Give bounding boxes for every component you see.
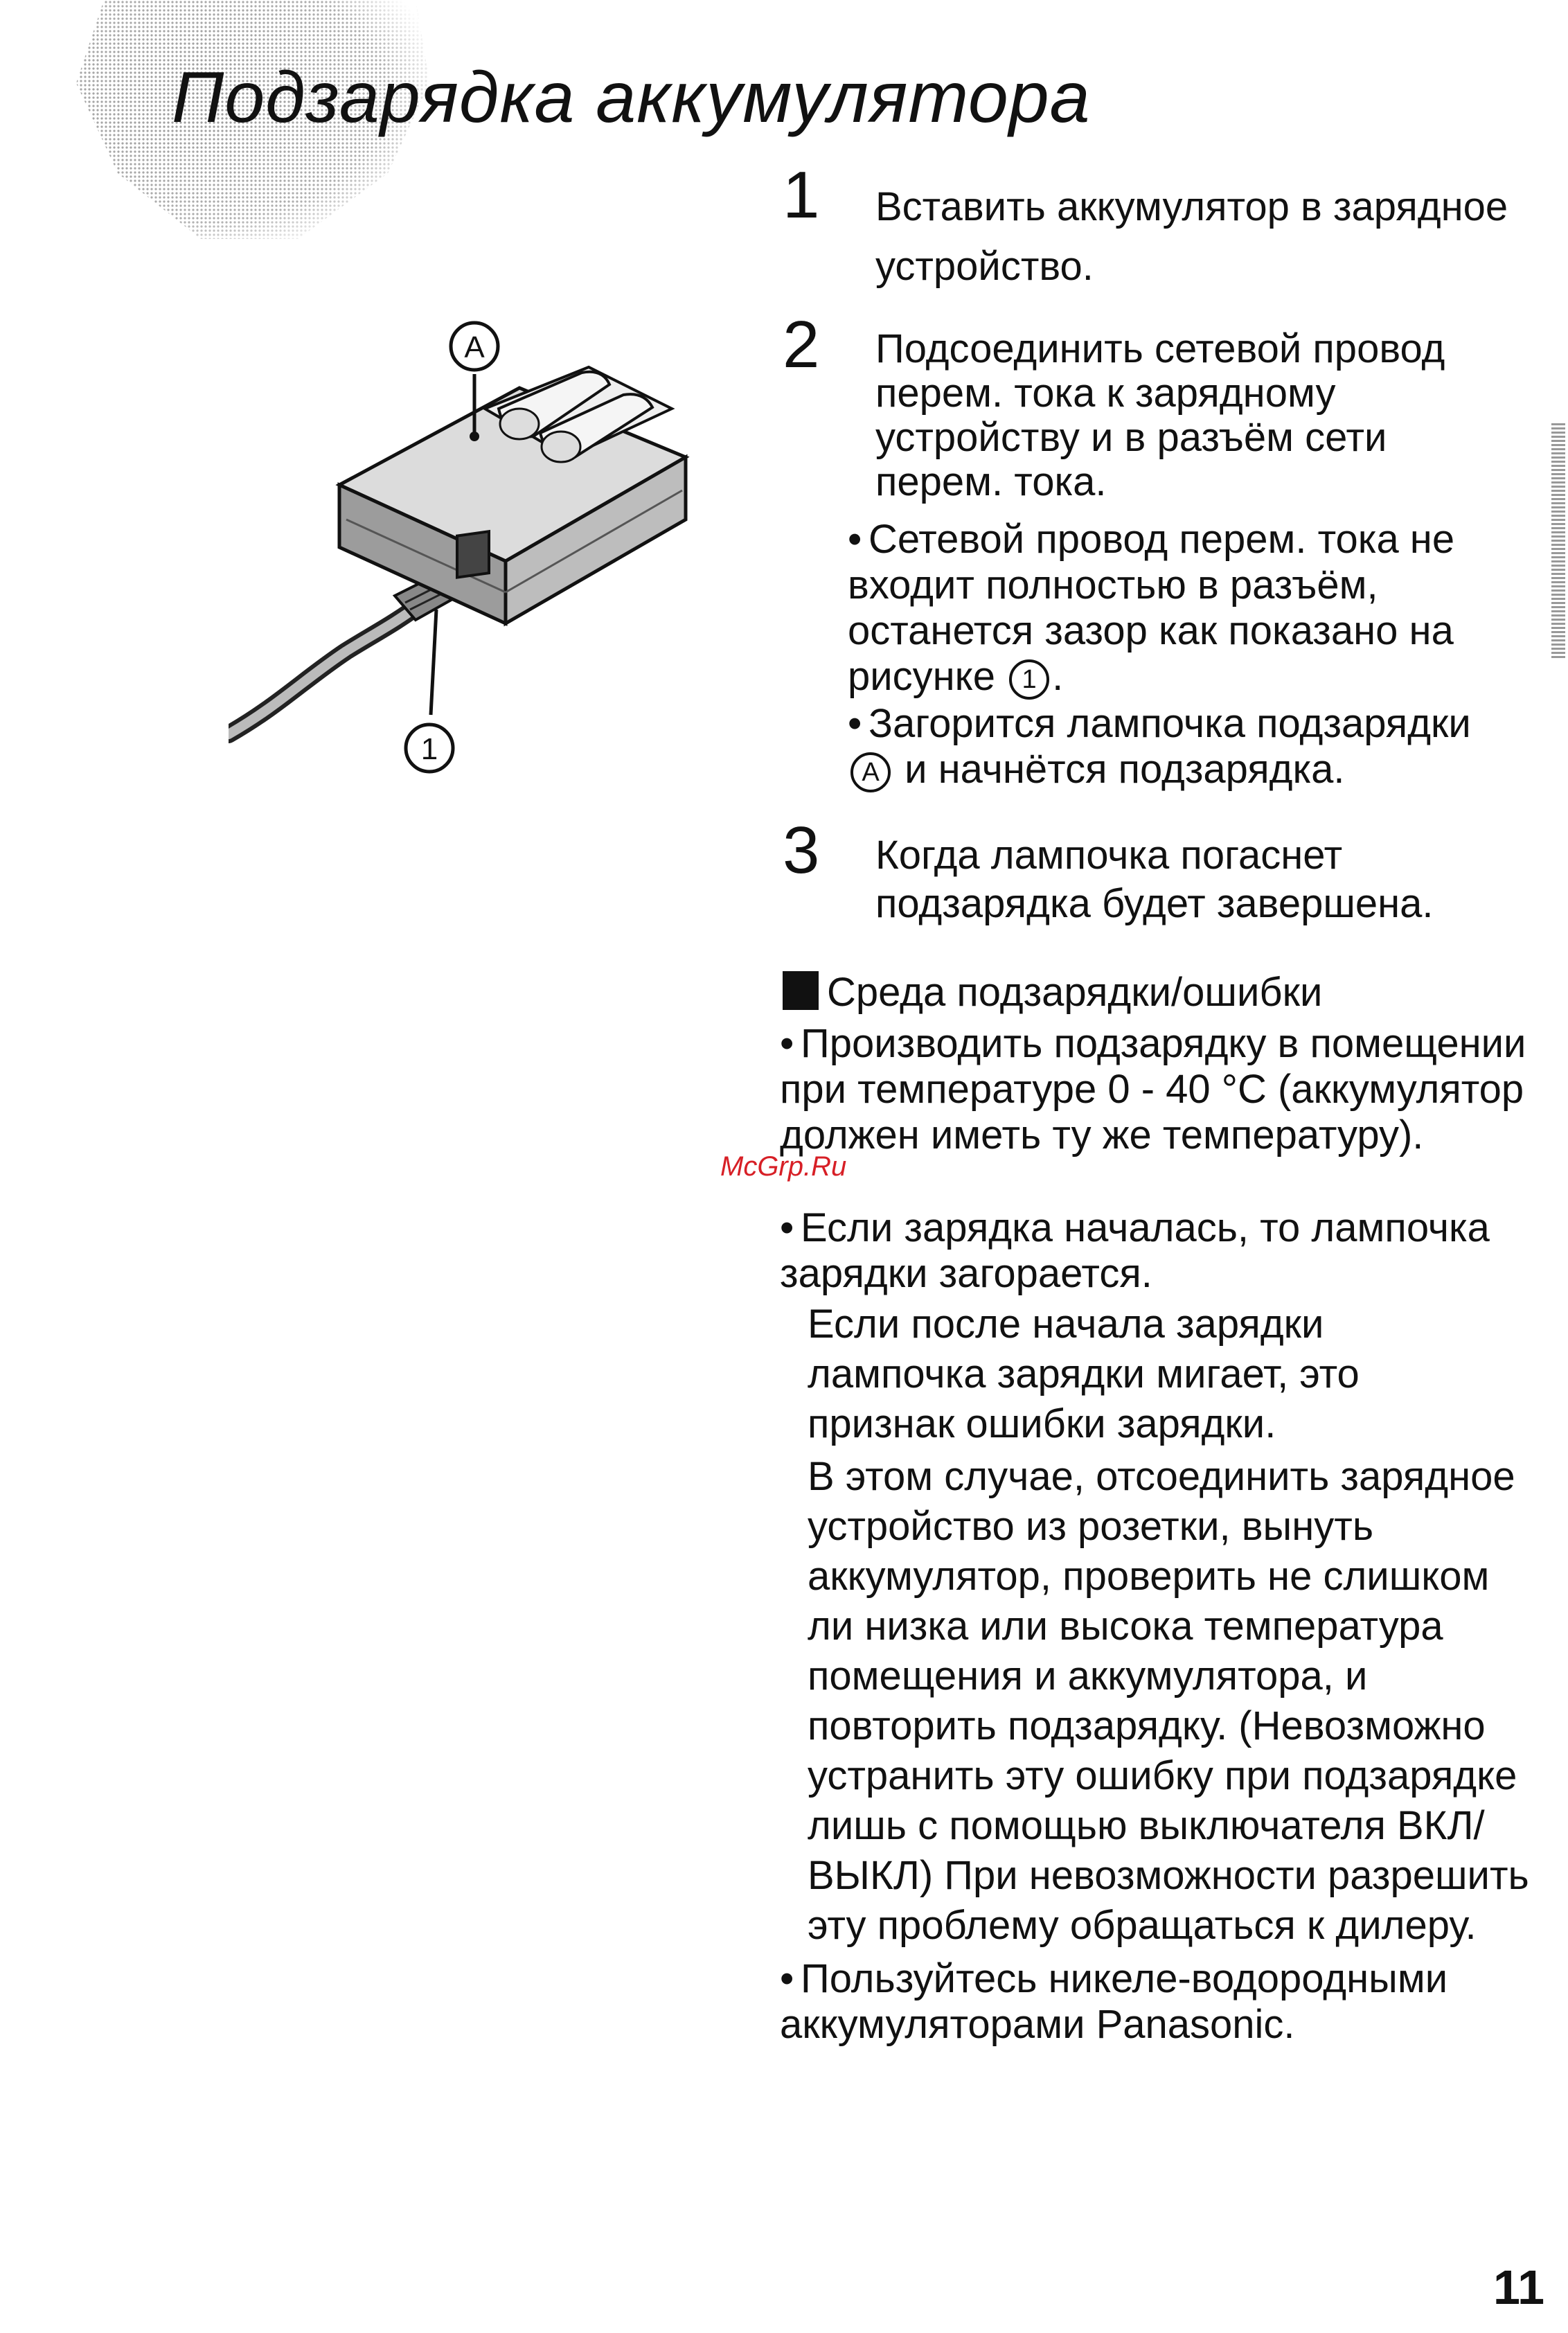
page-number: 11 — [1493, 2260, 1544, 2314]
step2-bullet-2-pre: Загорится лампочка подзарядки — [868, 701, 1471, 746]
step-number-2: 2 — [783, 308, 820, 382]
section-bullet-2: • Если зарядка началась, то лампочка зарядки загорается. — [780, 1205, 1490, 1296]
section-square-icon — [783, 971, 819, 1010]
section-paragraph-2: В этом случае, отсоединить зарядное устройство из розетки, вынуть аккумулятор, проверить не слишком ли низка или высока температура помещения и аккумулятора, и повторить подзарядку. (Невозможно устранить эту ошибку при подзарядке лишь с помощью выключателя ВКЛ/ ВЫКЛ) При невозможности разрешить эту проблему обращаться к дилеру. — [808, 1454, 1529, 1948]
ref-marker-1: 1 — [1009, 659, 1049, 700]
section-bullet-1: • Производить подзарядку в помещении при температуре 0 - 40 °C (аккумулятор должен иметь ту же температуру). — [780, 1021, 1526, 1157]
step2-bullet-2: • Загорится лампочка подзарядки A и начнётся подзарядка. — [848, 701, 1471, 792]
ref-marker-a: A — [850, 752, 891, 792]
step-text-2: Подсоединить сетевой провод перем. тока к зарядному устройству и в разъём сети перем. тока. — [875, 326, 1445, 504]
section-heading-text: Среда подзарядки/ошибки — [827, 970, 1323, 1015]
step-number-1: 1 — [783, 158, 820, 232]
section-paragraph-1: Если после начала зарядки лампочка зарядки мигает, это признак ошибки зарядки. — [808, 1302, 1360, 1446]
callout-a-label: A — [464, 330, 485, 364]
step2-bullet-1-text: Сетевой провод перем. тока не входит полностью в разъём, останется зазор как показано на рисунке — [848, 517, 1455, 699]
callout-1-leader — [431, 610, 436, 715]
step2-bullet-1: • Сетевой провод перем. тока не входит полностью в разъём, останется зазор как показано на рисунке 1 . — [848, 517, 1455, 699]
page-title: Подзарядка аккумулятора — [172, 57, 1091, 138]
charger-illustration — [229, 291, 727, 790]
section-bullet-3: • Пользуйтесь никеле-водородными аккумуляторами Panasonic. — [780, 1956, 1448, 2047]
step-number-3: 3 — [783, 813, 820, 887]
step-text-3: Когда лампочка погаснет подзарядка будет завершена. — [875, 833, 1434, 926]
callout-1-label: 1 — [420, 732, 438, 766]
edge-tab-marker — [1551, 423, 1565, 658]
step-text-1: Вставить аккумулятор в зарядное устройство. — [875, 184, 1508, 289]
step2-bullet-2-post: и начнётся подзарядка. — [905, 747, 1345, 792]
section-heading — [783, 970, 1475, 1015]
watermark: McGrp.Ru — [720, 1151, 847, 1182]
